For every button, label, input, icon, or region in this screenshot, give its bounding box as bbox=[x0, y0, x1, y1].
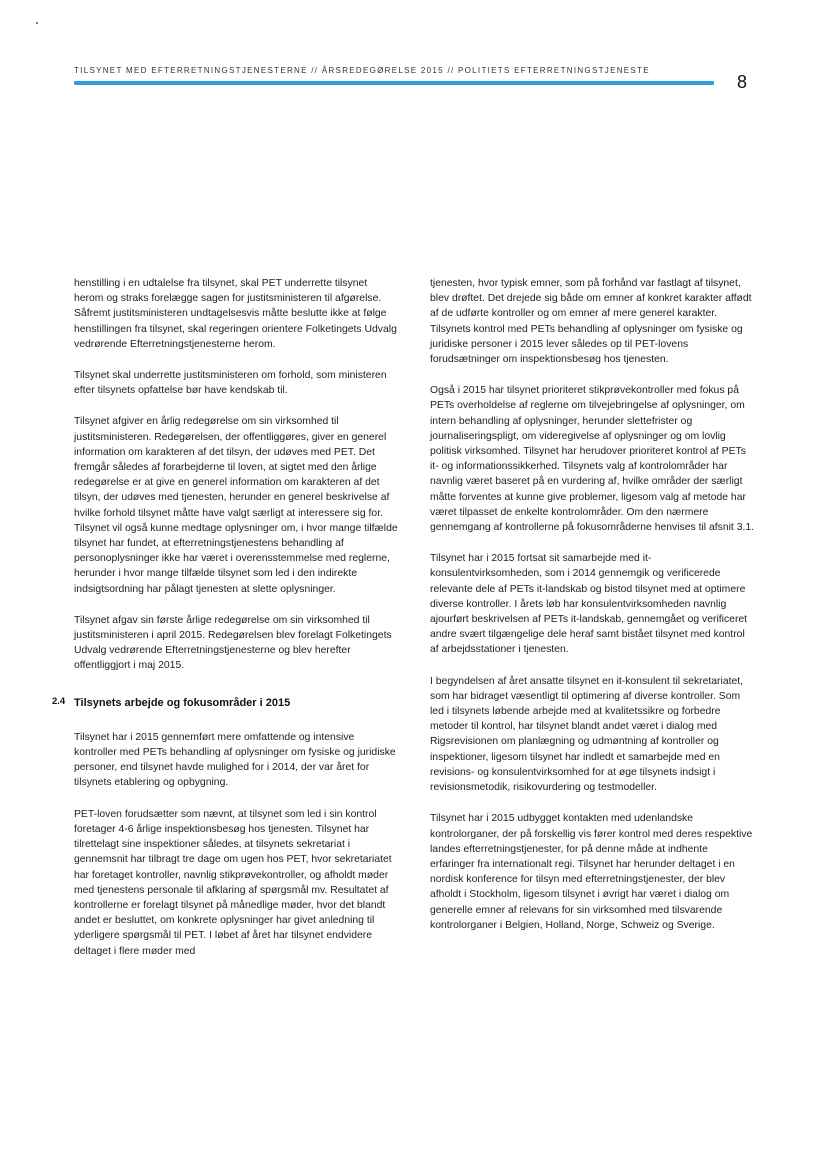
paragraph: Tilsynet skal underrette justitsministeren om forhold, som ministeren efter tilsynets opfattelse bør have kendskab til. bbox=[74, 370, 387, 397]
paragraph: Også i 2015 har tilsynet prioriteret stikprøvekontroller med fokus på PETs overholdelse af reglerne om tilvejebringelse af oplysninger, om intern behandling af oplysninger, herunder slettefrister og journaliseringspligt, om videregivelse af oplysninger og om lovlig politisk virksomhed. Tilsynet har herudover prioriteret kontrol af PETs it- og informationssikkerhed. Tilsynets valg af kontrolområder har navnlig været baseret på en vurdering af, hvilke områder der særligt måtte forventes at kunne give problemer, ligesom valg af metode har været tilpasset de enkelte kontrolområder. Om den nærmere gennemgang af kontrollerne på fokusområderne henvises til afsnit 3.1. bbox=[430, 385, 755, 534]
paragraph: henstilling i en udtalelse fra tilsynet, skal PET underrette tilsynet herom og straks forelægge sagen for justitsministeren til afgørelse. Såfremt justitsministeren undtagelsesvis måtte beslutte ikke at følge henstillingen fra tilsynet, skal regeringen orientere Folketingets Udvalg vedrørende Efterretningstjenesterne herom. bbox=[74, 278, 397, 350]
header-rule bbox=[74, 81, 714, 85]
section-title: Tilsynets arbejde og fokusområder i 2015 bbox=[74, 696, 291, 709]
section-heading bbox=[52, 695, 399, 711]
right-column bbox=[430, 276, 755, 949]
paragraph: tjenesten, hvor typisk emner, som på forhånd var fastlagt af tilsynet, blev drøftet. Det drejede sig både om emner af konkret karakter affødt af de udførte kontroller og om emner af mere generel karakter. Tilsynets kontrol med PETs behandling af oplysninger om fysiske og juridiske personer i 2015 lever således op til PET-lovens forudsætninger om inspektionsbesøg hos tjenesten. bbox=[430, 278, 752, 366]
left-column bbox=[52, 276, 399, 975]
paragraph: Tilsynet afgiver en årlig redegørelse om sin virksomhed til justitsministeren. Redegørelsen, der offentliggøres, giver en generel information om karakteren af det tilsyn, der udøves med PET. Det fremgår således af forarbejderne til loven, at sigtet med den årlige redegørelse er at give en generel information om karakteren af det tilsyn, der udøves med tjenesten, herunder en generel beskrivelse af hvilke forhold tilsynet måtte have valgt særligt at interessere sig for. Tilsynet vil også kunne medtage oplysninger om, i hvor mange tilfælde tilsynet har fundet, at efterretningstjenestens behandling af personoplysninger ikke har været i overensstemmelse med reglerne, herunder i hvor mange tilfælde tilsynet som led i den indirekte indsigtsordning har pålagt tjenesten at slette oplysninger. bbox=[74, 416, 398, 595]
paragraph: PET-loven forudsætter som nævnt, at tilsynet som led i sin kontrol foretager 4-6 årlige inspektionsbesøg hos tjenesten. Tilsynet har tilrettelagt sine inspektioner således, at tilsynets sekretariat i gennemsnit har tilbragt tre dage om ugen hos PET, hvor sekretariatet har foretaget kontroller, navnlig stikprøvekontroller, og afholdt møder med tjenestens personale til afklaring af spørgsmål mv. Resultatet af kontrollerne er forelagt tilsynet på månedlige møder, hvor det blandt andet er besluttet, om konkrete oplysninger har givet anledning til yderligere spørgsmål til PET. I løbet af året har tilsynet endvidere deltaget i flere møder med bbox=[74, 808, 392, 957]
paragraph: Tilsynet har i 2015 gennemført mere omfattende og intensive kontroller med PETs behandling af oplysninger om fysiske og juridiske personer, end tilsynet havde mulighed for i 2014, der var året for tilsynets etablering og opbygning. bbox=[74, 731, 396, 789]
running-header: TILSYNET MED EFTERRETNINGSTJENESTERNE // ÅRSREDEGØRELSE 2015 // POLITIETS EFTERRETNINGSTJENESTE bbox=[74, 66, 650, 75]
paragraph: Tilsynet har i 2015 fortsat sit samarbejde med it-konsulentvirksomheden, som i 2014 gennemgik og verificerede relevante dele af PETs it-landskab og bistod tilsynet med at optimere diverse kontroller. I årets løb har konsulentvirksomheden navnlig ajourført beskrivelsen af PETs it-landskab, gennemgået og verificeret andre svært tilgængelige dele heraf samt bistået tilsynet med kontrol af arbejdsstationer i tjenesten. bbox=[430, 553, 748, 656]
paragraph: Tilsynet afgav sin første årlige redegørelse om sin virksomhed til justitsministeren i april 2015. Redegørelsen blev forelagt Folketingets Udvalg vedrørende Efterretningstjenesterne og blev herefter offentliggjort i maj 2015. bbox=[74, 614, 392, 672]
paragraph: Tilsynet har i 2015 udbygget kontakten med udenlandske kontrolorganer, der på forskellig vis fører kontrol med deres respektive landes efterretningstjenester, for på denne måde at indhente erfaringer fra internationalt regi. Tilsynet har herunder deltaget i en nordisk konference for tilsyn med efterretningstjenester, der blev afholdt i Stockholm, ligesom tilsynet i øvrigt har været i dialog om generelle emner af relevans for sin virksomhed med tilsvarende kontrolorganer i Belgien, Holland, Norge, Schweiz og Sverige. bbox=[430, 813, 753, 931]
paragraph: I begyndelsen af året ansatte tilsynet en it-konsulent til sekretariatet, som har bidraget væsentligt til optimering af diverse kontroller. Som led i tilsynets løbende arbejde med at kvalitetssikre og forbedre metoder til kontrol, har tilsynet blandt andet været i dialog med Rigsrevisionen om planlægning og udmøntning af kontroller og inspektioner, ligesom tilsynet har indledt et samarbejde med en revisions- og konsulentvirksomhed for at øge tilsynets indsigt i revisionsmetodik, risikovurdering og testmodeller. bbox=[430, 675, 744, 794]
page-number: 8 bbox=[737, 72, 748, 92]
scan-speck bbox=[36, 22, 38, 24]
section-number: 2.4 bbox=[52, 695, 66, 707]
